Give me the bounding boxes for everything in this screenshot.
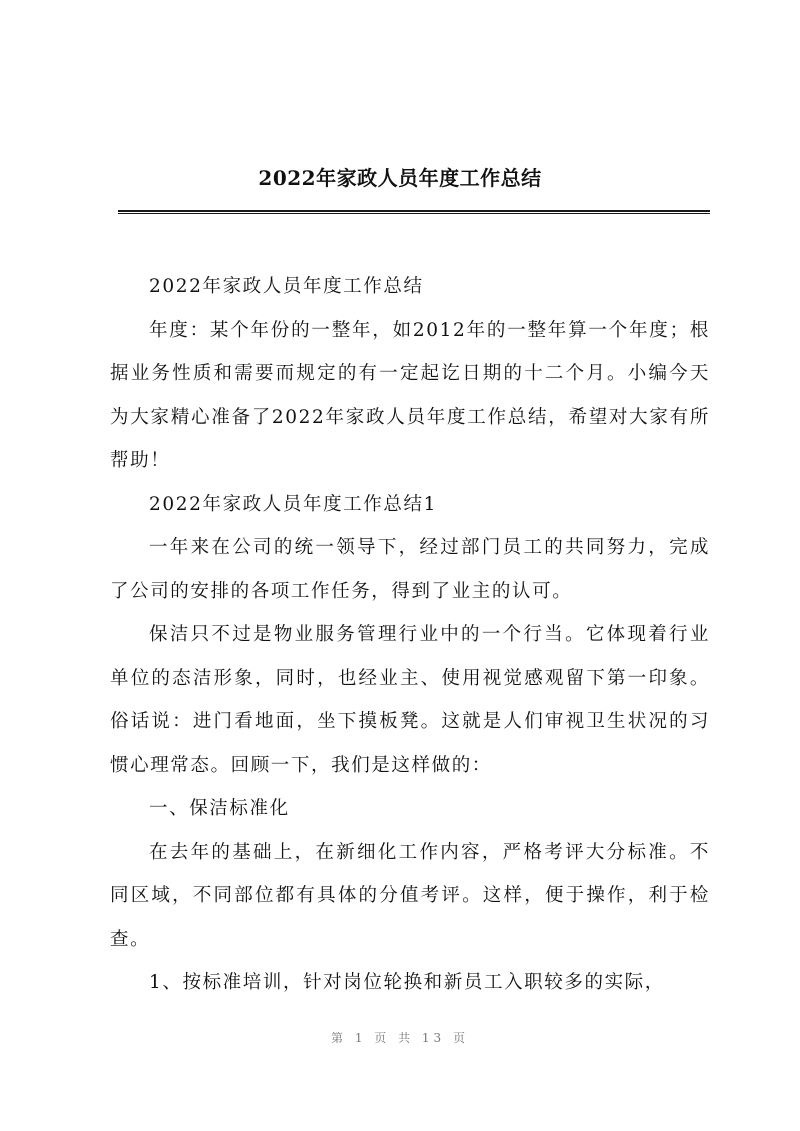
section-heading: 2022年家政人员年度工作总结1 — [149, 493, 437, 515]
header-divider — [118, 210, 710, 214]
subsection-heading: 一、保洁标准化 — [149, 798, 290, 819]
document-body — [110, 265, 710, 1005]
paragraph: 1、按标准培训，针对岗位轮换和新员工入职较多的实际， — [149, 972, 665, 993]
paragraph-title: 2022年家政人员年度工作总结 — [149, 276, 424, 297]
page-footer: 第 1 页 共 13 页 — [331, 1031, 469, 1045]
paragraph: 一年来在公司的统一领导下，经过部门员工的共同努力，完成了公司的安排的各项工作任务，得到了业主的认可。 — [110, 537, 710, 602]
paragraph-intro: 年度：某个年份的一整年，如2012年的一整年算一个年度；根据业务性质和需要而规定的有一定起讫日期的十二个月。小编今天为大家精心准备了2022年家政人员年度工作总结，希望对大家有所帮助！ — [110, 319, 710, 471]
paragraph: 保洁只不过是物业服务管理行业中的一个行当。它体现着行业单位的态洁形象，同时，也经业主、使用视觉感观留下第一印象。俗话说：进门看地面，坐下摸板凳。这就是人们审视卫生状况的习惯心理常态。回顾一下，我们是这样做的： — [110, 624, 710, 776]
paragraph: 在去年的基础上，在新细化工作内容，严格考评大分标准。不同区域，不同部位都有具体的分值考评。这样，便于操作，利于检查。 — [110, 841, 710, 950]
document-header-title: 2022年家政人员年度工作总结 — [258, 166, 542, 190]
